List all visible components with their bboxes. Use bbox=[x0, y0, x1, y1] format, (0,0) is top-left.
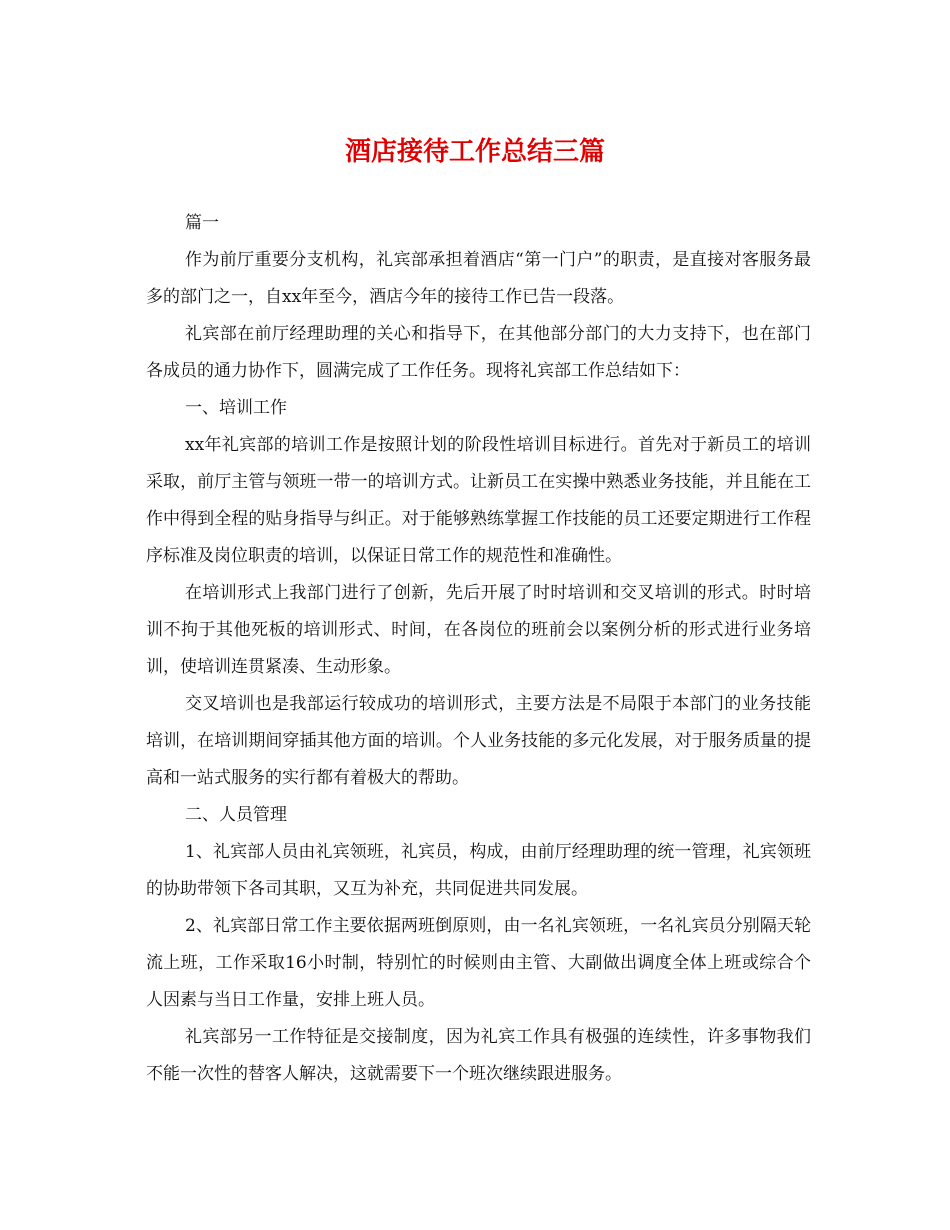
section-heading-part-one: 篇一 bbox=[185, 213, 219, 233]
paragraph-staff-structure: 1、礼宾部人员由礼宾领班，礼宾员，构成，由前厅经理助理的统一管理，礼宾领班的协助带领下各司其职，又互为补充，共同促进共同发展。 bbox=[146, 842, 811, 899]
paragraph-shift-schedule: 2、礼宾部日常工作主要依据两班倒原则，由一名礼宾领班，一名礼宾员分别隔天轮流上班，工作采取16小时制，特别忙的时候则由主管、大副做出调度全体上班或综合个人因素与当日工作量，安排上班人员。 bbox=[146, 916, 811, 1010]
paragraph-overview: 礼宾部在前厅经理助理的关心和指导下，在其他部分部门的大力支持下，也在部门各成员的通力协作下，圆满完成了工作任务。现将礼宾部工作总结如下： bbox=[146, 324, 811, 381]
paragraph-handover: 礼宾部另一工作特征是交接制度，因为礼宾工作具有极强的连续性，许多事物我们不能一次性的替客人解决，这就需要下一个班次继续跟进服务。 bbox=[146, 1027, 811, 1084]
paragraph-training-plan: xx年礼宾部的培训工作是按照计划的阶段性培训目标进行。首先对于新员工的培训采取，前厅主管与领班一带一的培训方式。让新员工在实操中熟悉业务技能，并且能在工作中得到全程的贴身指导与纠正。对于能够熟练掌握工作技能的员工还要定期进行工作程序标准及岗位职责的培训，以保证日常工作的规范性和准确性。 bbox=[146, 435, 811, 566]
section-heading-training: 一、培训工作 bbox=[185, 398, 287, 418]
document-body bbox=[146, 205, 811, 1093]
document-title: 酒店接待工作总结三篇 bbox=[344, 137, 605, 167]
paragraph-cross-training: 交叉培训也是我部运行较成功的培训形式，主要方法是不局限于本部门的业务技能培训，在培训期间穿插其他方面的培训。个人业务技能的多元化发展，对于服务质量的提高和一站式服务的实行都有着极大的帮助。 bbox=[146, 694, 811, 788]
section-heading-staff-management: 二、人员管理 bbox=[185, 805, 287, 825]
paragraph-intro: 作为前厅重要分支机构，礼宾部承担着酒店“第一门户”的职责，是直接对客服务最多的部门之一，自xx年至今，酒店今年的接待工作已告一段落。 bbox=[146, 250, 811, 307]
paragraph-training-form: 在培训形式上我部门进行了创新，先后开展了时时培训和交叉培训的形式。时时培训不拘于其他死板的培训形式、时间，在各岗位的班前会以案例分析的形式进行业务培训，使培训连贯紧凑、生动形象。 bbox=[146, 583, 811, 677]
